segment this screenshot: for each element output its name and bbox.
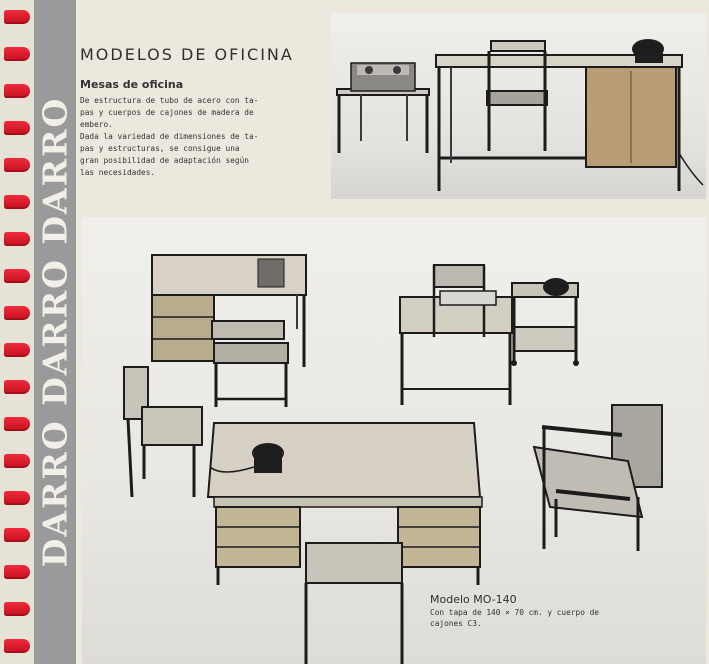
office-furniture-illustration xyxy=(82,217,706,664)
binding-ring xyxy=(4,565,30,579)
binding-ring xyxy=(4,602,30,616)
binding-ring xyxy=(4,491,30,505)
spiral-binding xyxy=(0,0,34,664)
description-line: Dada la variedad de dimensiones de ta- xyxy=(80,132,259,141)
binding-ring xyxy=(4,232,30,246)
model-title: Modelo MO-140 xyxy=(430,593,517,606)
binding-ring xyxy=(4,343,30,357)
model-description xyxy=(430,607,670,629)
binding-ring xyxy=(4,454,30,468)
brand-side-text: DARRO DARRO DARRO xyxy=(35,96,75,568)
section-subtitle: Mesas de oficina xyxy=(80,78,184,91)
description-line: pas y cuerpos de cajones de madera de xyxy=(80,108,254,117)
model-description-line: cajones C3. xyxy=(430,619,482,628)
description-line: embero. xyxy=(80,120,113,129)
binding-ring xyxy=(4,306,30,320)
office-furniture-photo xyxy=(82,217,706,664)
binding-ring xyxy=(4,380,30,394)
binding-ring xyxy=(4,158,30,172)
office-desk-illustration xyxy=(331,13,706,199)
binding-ring xyxy=(4,84,30,98)
section-description xyxy=(80,95,310,179)
page-title: MODELOS DE OFICINA xyxy=(80,45,294,64)
description-line: De estructura de tubo de acero con ta- xyxy=(80,96,259,105)
binding-ring xyxy=(4,269,30,283)
binding-ring xyxy=(4,195,30,209)
binding-ring xyxy=(4,528,30,542)
binding-ring xyxy=(4,47,30,61)
office-desk-photo xyxy=(331,13,706,199)
binding-ring xyxy=(4,10,30,24)
binding-ring xyxy=(4,639,30,653)
binding-ring xyxy=(4,121,30,135)
description-line: pas y estructuras, se consigue una xyxy=(80,144,240,153)
description-line: gran posibilidad de adaptación según xyxy=(80,156,249,165)
brand-strip xyxy=(34,0,76,664)
binding-ring xyxy=(4,417,30,431)
description-line: las necesidades. xyxy=(80,168,156,177)
model-description-line: Con tapa de 140 × 70 cm. y cuerpo de xyxy=(430,608,599,617)
